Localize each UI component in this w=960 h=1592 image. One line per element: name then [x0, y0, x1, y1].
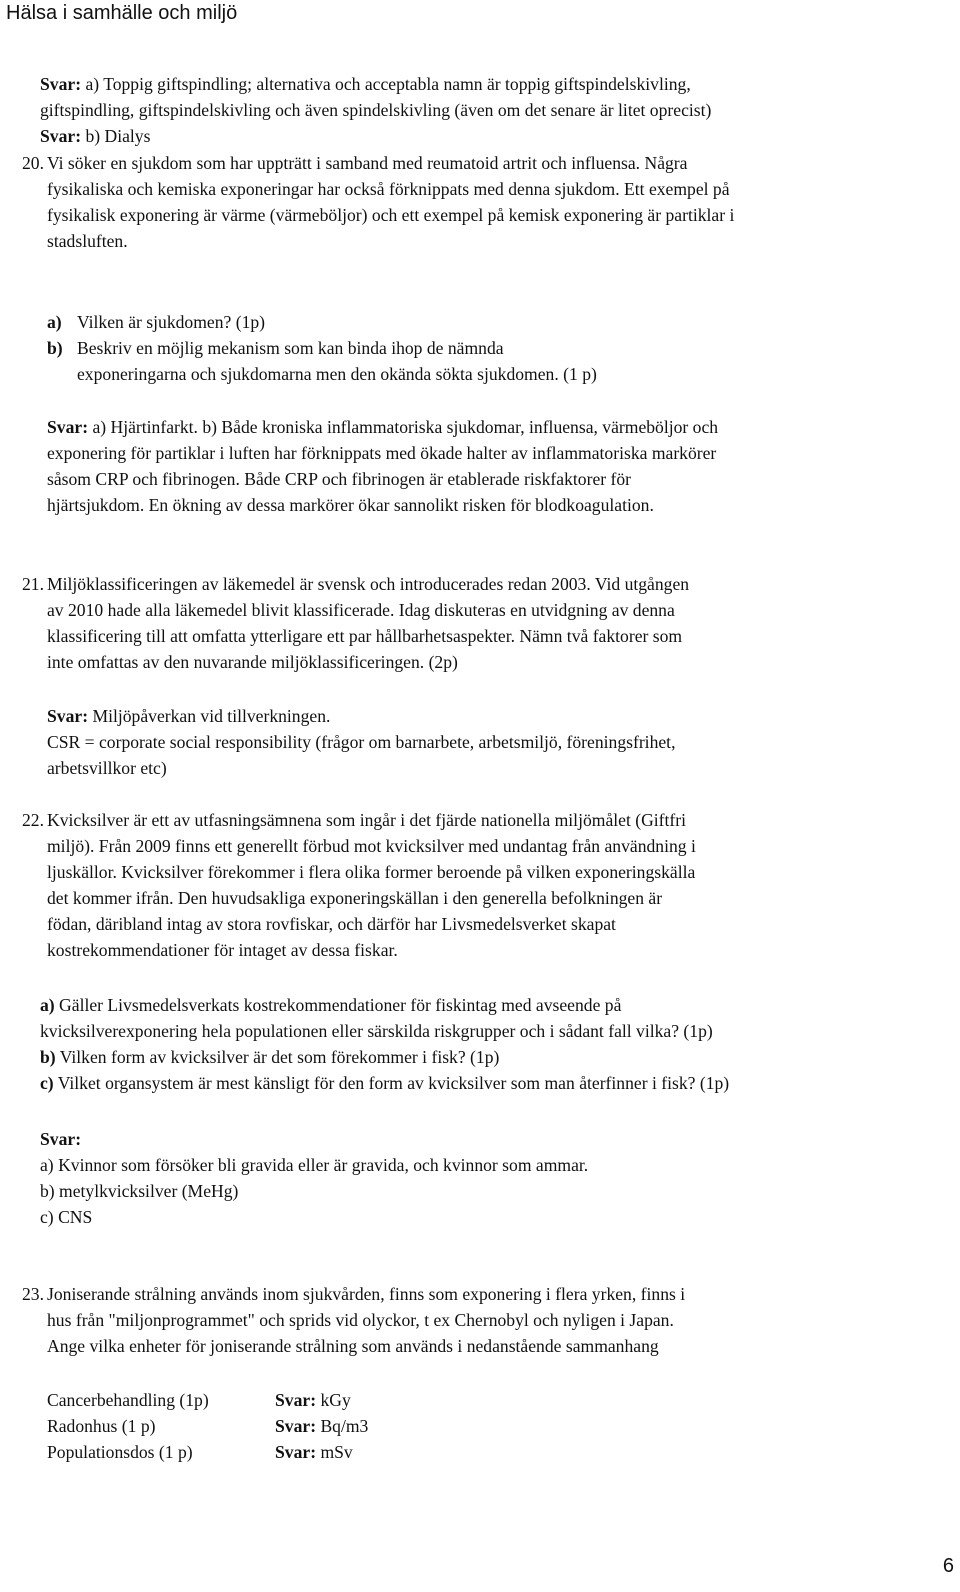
subquestion-label: c) — [40, 1073, 54, 1093]
question-line: Ange vilka enheter för joniserande strålning som används i nedanstående sammanhang — [47, 1336, 659, 1356]
answer-line: b) Dialys — [81, 126, 151, 146]
answer-label: Svar: — [40, 126, 82, 146]
answer-line: CSR = corporate social responsibility (frågor om barnarbete, arbetsmiljö, föreningsfrihet, — [47, 732, 676, 752]
answer-label: Svar: — [47, 706, 89, 726]
answer-line: hjärtsjukdom. En ökning av dessa markörer ökar sannolikt risken för blodkoagulation. — [47, 495, 654, 515]
answer-line: a) Kvinnor som försöker bli gravida eller är gravida, och kvinnor som ammar. — [40, 1155, 589, 1175]
question-22-subquestions — [40, 992, 729, 1096]
answer-line: b) metylkvicksilver (MeHg) — [40, 1181, 239, 1201]
question-line: stadsluften. — [47, 231, 128, 251]
subquestion-label: b) — [40, 1047, 56, 1067]
table-cell-value: mSv — [316, 1442, 353, 1462]
question-22-answer — [40, 1126, 588, 1230]
table-row — [47, 1413, 369, 1439]
question-line: fysikalisk exponering är värme (värmeböljor) och ett exempel på kemisk exponering är partiklar i — [47, 205, 735, 225]
answer-label: Svar: — [40, 74, 82, 94]
question-line: inte omfattas av den nuvarande miljöklassificeringen. (2p) — [47, 652, 458, 672]
answer-line: a) Toppig giftspindling; alternativa och acceptabla namn är toppig giftspindelskivling, — [81, 74, 691, 94]
answer-line: exponering för partiklar i luften har förknippats med ökade halter av inflammatoriska markörer — [47, 443, 717, 463]
answer-line: Miljöpåverkan vid tillverkningen. — [88, 706, 331, 726]
table-cell-item: Radonhus (1 p) — [47, 1416, 156, 1436]
question-21-answer — [47, 703, 675, 781]
subquestion-text: Vilken form av kvicksilver är det som förekommer i fisk? (1p) — [55, 1047, 500, 1067]
answer-line: arbetsvillkor etc) — [47, 758, 167, 778]
question-line: det kommer ifrån. Den huvudsakliga exponeringskällan i den generella befolkningen är — [47, 888, 663, 908]
answer-label: Svar: — [275, 1390, 317, 1410]
question-22-text — [47, 807, 696, 963]
question-20-text — [47, 150, 734, 254]
question-line: klassificering till att omfatta ytterligare ett par hållbarhetsaspekter. Nämn två faktorer som — [47, 626, 683, 646]
subquestion-text: Beskriv en möjlig mekanism som kan binda ihop de nämnda — [77, 338, 504, 358]
subquestion-text: Gäller Livsmedelsverkats kostrekommendationer för fiskintag med avseende på — [54, 995, 622, 1015]
answer-label: Svar: — [47, 417, 89, 437]
subquestion-text: Vilket organsystem är mest känsligt för den form av kvicksilver som man återfinner i fisk? (1p) — [53, 1073, 730, 1093]
answer-label: Svar: — [40, 1129, 82, 1149]
question-21-text — [47, 571, 689, 675]
question-line: fysikaliska och kemiska exponeringar har också förknippats med denna sjukdom. Ett exempel på — [47, 179, 730, 199]
page-header: Hälsa i samhälle och miljö — [6, 2, 238, 24]
table-cell-item: Populationsdos (1 p) — [47, 1442, 193, 1462]
question-line: ljuskällor. Kvicksilver förekommer i flera olika former beroende på vilken exponeringskälla — [47, 862, 696, 882]
units-table — [47, 1387, 369, 1465]
question-line: av 2010 hade alla läkemedel blivit klassificerade. Idag diskuteras en utvidgning av denna — [47, 600, 675, 620]
answer-line: giftspindling, giftspindelskivling och även spindelskivling (även om det senare är litet oprecist) — [40, 100, 712, 120]
subquestion-label: a) — [47, 312, 62, 332]
table-cell-item: Cancerbehandling (1p) — [47, 1390, 209, 1410]
answer-line: såsom CRP och fibrinogen. Både CRP och fibrinogen är etablerade riskfaktorer för — [47, 469, 632, 489]
question-23-text — [47, 1281, 685, 1359]
subquestion-label: b) — [47, 338, 63, 358]
question-line: miljö). Från 2009 finns ett generellt förbud mot kvicksilver med undantag från användning i — [47, 836, 696, 856]
question-line: Kvicksilver är ett av utfasningsämnena som ingår i det fjärde nationella miljömålet (Giftfri — [47, 810, 687, 830]
question-number: 23. — [22, 1284, 44, 1304]
table-cell-value: kGy — [316, 1390, 351, 1410]
subquestion-text: exponeringarna och sjukdomarna men den okända sökta sjukdomen. (1 p) — [77, 364, 597, 384]
table-row — [47, 1439, 353, 1465]
question-number: 22. — [22, 810, 44, 830]
question-number: 20. — [22, 153, 44, 173]
question-20-answer — [47, 414, 718, 518]
question-number: 21. — [22, 574, 44, 594]
question-line: Miljöklassificeringen av läkemedel är svensk och introducerades redan 2003. Vid utgången — [47, 574, 690, 594]
question-20-subquestions — [47, 309, 597, 387]
subquestion-text: Vilken är sjukdomen? (1p) — [77, 312, 266, 332]
table-cell-value: Bq/m3 — [316, 1416, 369, 1436]
question-line: Joniserande strålning används inom sjukvården, finns som exponering i flera yrken, finns i — [47, 1284, 686, 1304]
page-number: 6 — [942, 1555, 954, 1577]
question-line: kostrekommendationer för intaget av dessa fiskar. — [47, 940, 398, 960]
subquestion-label: a) — [40, 995, 55, 1015]
answer-line: a) Hjärtinfarkt. b) Både kroniska inflammatoriska sjukdomar, influensa, värmeböljor och — [88, 417, 719, 437]
question-line: födan, däribland intag av stora rovfiskar, och därför har Livsmedelsverket skapat — [47, 914, 616, 934]
answer-label: Svar: — [275, 1442, 317, 1462]
answer-block-top — [40, 71, 711, 149]
answer-label: Svar: — [275, 1416, 317, 1436]
question-line: Vi söker en sjukdom som har uppträtt i samband med reumatoid artrit och influensa. Några — [47, 153, 688, 173]
question-line: hus från "miljonprogrammet" och sprids vid olyckor, t ex Chernobyl och nyligen i Japan. — [47, 1310, 674, 1330]
answer-line: c) CNS — [40, 1207, 93, 1227]
table-row — [47, 1387, 351, 1413]
subquestion-text: kvicksilverexponering hela populationen eller särskilda riskgrupper och i sådant fall vilka? (1p) — [40, 1021, 713, 1041]
